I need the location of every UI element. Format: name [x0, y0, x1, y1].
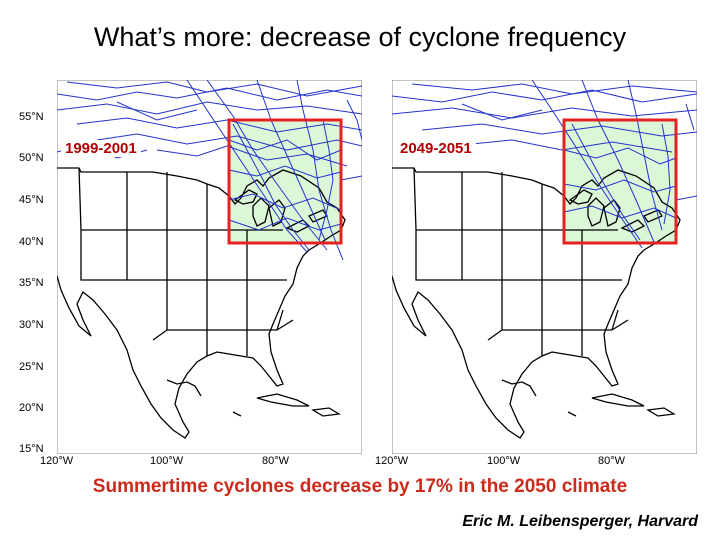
lat-label-45: 45°N — [19, 194, 44, 206]
lat-label-15: 15°N — [19, 443, 44, 455]
slide-title: What’s more: decrease of cyclone frequency — [93, 22, 627, 52]
period-label-right: 2049-2051 — [396, 140, 476, 157]
map-svg-right — [392, 80, 697, 454]
lon-label-120-right: 120°W — [375, 455, 409, 467]
lat-label-40: 40°N — [19, 236, 44, 248]
lon-label-100-left: 100°W — [150, 455, 184, 467]
period-label-left: 1999-2001 — [61, 140, 141, 157]
lon-label-80-right: 80°W — [598, 455, 626, 467]
caption: Summertime cyclones decrease by 17% in the 2050 climate — [92, 476, 628, 497]
lat-label-55: 55°N — [19, 111, 44, 123]
lat-label-35: 35°N — [19, 277, 44, 289]
lat-label-50: 50°N — [19, 152, 44, 164]
lon-label-120-left: 120°W — [40, 455, 74, 467]
cyclone-map-1999-2001 — [57, 80, 362, 454]
lat-label-30: 30°N — [19, 319, 44, 331]
attribution: Eric M. Leibensperger, Harvard — [462, 513, 698, 530]
lon-label-80-left: 80°W — [262, 455, 290, 467]
map-svg-left — [57, 80, 362, 454]
lat-label-25: 25°N — [19, 361, 44, 373]
lat-label-20: 20°N — [19, 402, 44, 414]
cyclone-map-2049-2051 — [392, 80, 697, 454]
lon-label-100-right: 100°W — [487, 455, 521, 467]
